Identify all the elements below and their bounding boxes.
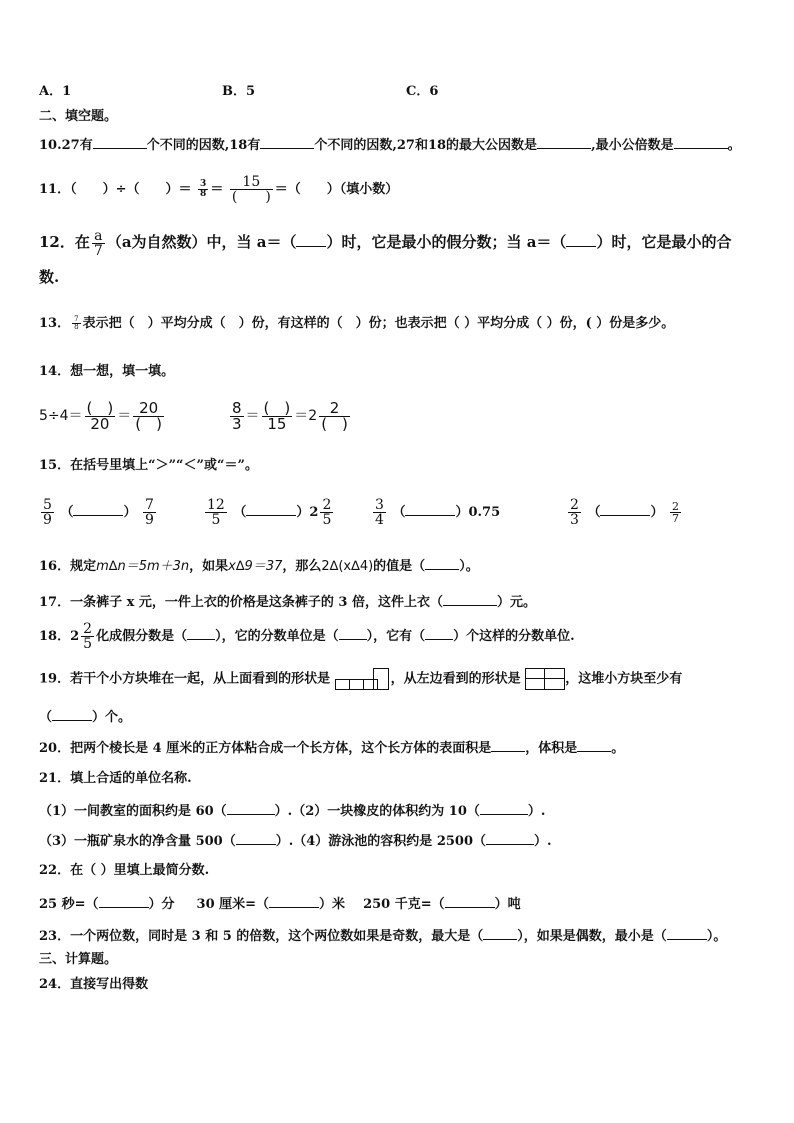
question-number: 13． [39, 316, 71, 331]
option-b: B．5 [222, 84, 256, 99]
fraction: $\frac{( )}{20}$ [86, 398, 114, 433]
option-a: A．1 [39, 84, 72, 99]
section-title-calculation: 三、计算题。 [39, 952, 118, 967]
question-18: 18．2 $\frac{2}{5}$ 化成假分数是（ ），它的分数单位是（ ），它有（ ）个这样的分数单位. [39, 621, 575, 652]
q21-line-2: （3）一瓶矿泉水的净含量 500（ ）.（4）游泳池的容积约是 2500（ ）. [39, 831, 552, 851]
fraction: $\frac{3}{8}$ [200, 179, 207, 199]
left-view-figure [525, 668, 565, 690]
fraction: $\frac{7}{8}$ [74, 315, 79, 331]
fraction: $\frac{2}{( )}$ [321, 398, 348, 433]
question-number: 23． [39, 929, 71, 944]
answer-blank[interactable] [269, 894, 319, 908]
answer-blank[interactable] [296, 231, 326, 247]
question-20: 20．把两个棱长是 4 厘米的正方体粘合成一个长方体，这个长方体的表面积是 ，体积是 。 [39, 738, 624, 758]
question-number: 21． [39, 771, 71, 786]
answer-blank[interactable] [236, 831, 276, 845]
question-13: 13． $\frac{7}{8}$ 表示把（ ）平均分成（ ）份，有这样的（ ）份；也表示把（ ）平均分成（ ）份，( ）份是多少。 [39, 315, 675, 331]
answer-blank[interactable] [480, 801, 528, 815]
question-number: 20． [39, 741, 71, 756]
question-number: 12． [39, 233, 75, 251]
q21-line-1: （1）一间教室的面积约是 60（ ）.（2）一块橡皮的体积约为 10（ ）. [39, 801, 545, 821]
question-11: 11．（ ）÷（ ）＝ $\frac{3}{8}$ ＝ $\frac{15}{( )}$ ＝（ ）（填小数） [39, 174, 399, 205]
answer-blank[interactable] [73, 502, 123, 516]
answer-blank[interactable] [445, 894, 495, 908]
fraction: $\frac{8}{3}$ [232, 398, 242, 433]
answer-blank[interactable]: ( ) [135, 414, 162, 433]
q15-compare-a: $\frac{5}{9}$ （ ） $\frac{7}{9}$ [43, 497, 154, 528]
answer-blank[interactable] [260, 135, 314, 149]
question-number: 24． [39, 977, 71, 992]
answer-blank[interactable] [667, 926, 707, 940]
question-12: 12．在 $\frac{a}{7}$ （a为自然数）中，当 a＝（ ）时，它是最小的假分数；当 a＝（ ）时，它是最小的合 [39, 227, 732, 259]
answer-blank[interactable] [674, 135, 728, 149]
answer-blank[interactable] [405, 502, 455, 516]
top-view-figure [335, 668, 391, 690]
option-c: C．6 [406, 84, 439, 99]
question-12-continued: 数. [39, 268, 60, 286]
question-number: 14． [39, 364, 71, 379]
q15-compare-b: $\frac{12}{5}$ （ ）2 $\frac{2}{5}$ [207, 497, 332, 528]
fraction: $\frac{( )}{15}$ [263, 398, 291, 433]
answer-blank[interactable]: ( ) [263, 398, 291, 417]
fraction: $\frac{2}{5}$ [83, 621, 93, 652]
question-number: 16． [39, 559, 71, 574]
question-10: 10.27有 个不同的因数,18有 个不同的因数,27和18的最大公因数是 ,最小公倍数是 。 [39, 135, 741, 155]
question-14: 14．想一想，填一填。 [39, 364, 175, 379]
answer-blank[interactable] [227, 801, 275, 815]
question-16: 16．规定m∆n＝5m＋3n，如果x∆9＝37，那么2∆(x∆4)的值是（ ）。 [39, 556, 479, 576]
answer-blank[interactable] [339, 626, 367, 640]
answer-blank[interactable] [486, 831, 534, 845]
q22-items: 25 秒=（ ）分 30 厘米=（ ）米 250 千克=（ ）吨 [39, 894, 521, 914]
answer-blank[interactable] [600, 502, 650, 516]
fraction: $\frac{15}{( )}$ [231, 174, 271, 205]
answer-blank[interactable] [491, 738, 525, 752]
answer-blank[interactable] [443, 592, 497, 606]
question-15: 15．在括号里填上“＞”“＜”或“＝”。 [39, 458, 258, 473]
q15-compare-d: $\frac{2}{3}$ （ ） $\frac{2}{7}$ [570, 497, 680, 528]
question-number: 17． [39, 595, 71, 610]
question-number: 19． [39, 671, 71, 687]
answer-blank[interactable]: ( ) [321, 414, 348, 433]
q15-compare-c: $\frac{3}{4}$ （ ）0.75 [375, 497, 501, 528]
answer-blank[interactable] [425, 556, 459, 570]
question-22: 22．在（ ）里填上最简分数. [39, 863, 210, 878]
answer-blank[interactable]: ( ) [231, 189, 271, 205]
question-number: 15． [39, 458, 71, 473]
question-19: 19．若干个小方块堆在一起，从上面看到的形状是 ，从左边看到的形状是 ，这堆小方块至少有 [39, 668, 682, 692]
question-number: 18． [39, 629, 71, 644]
answer-blank[interactable] [52, 707, 92, 721]
question-number: 10. [39, 138, 62, 153]
answer-blank[interactable] [483, 926, 517, 940]
question-19-continued: （ ）个。 [39, 707, 131, 727]
q14-equation-1: 5÷4＝ $\frac{( )}{20}$ ＝ $\frac{20}{( )}$ [39, 398, 162, 433]
answer-blank[interactable] [187, 626, 215, 640]
answer-blank[interactable] [99, 894, 149, 908]
question-23: 23．一个两位数，同时是 3 和 5 的倍数，这个两位数如果是奇数，最大是（ ），如果是偶数，最小是（ ）。 [39, 926, 726, 946]
answer-blank[interactable] [577, 738, 611, 752]
answer-blank[interactable] [425, 626, 453, 640]
fraction: $\frac{a}{7}$ [93, 227, 103, 259]
question-21: 21．填上合适的单位名称. [39, 771, 192, 786]
question-17: 17．一条裤子 x 元，一件上衣的价格是这条裤子的 3 倍，这件上衣（ ）元。 [39, 592, 536, 612]
section-title-fill-blank: 二、填空题。 [39, 109, 118, 124]
question-24: 24．直接写出得数 [39, 977, 149, 992]
answer-blank[interactable] [93, 135, 147, 149]
answer-blank[interactable] [246, 502, 296, 516]
question-number: 11． [39, 182, 71, 197]
q14-equation-2: $\frac{8}{3}$ ＝ $\frac{( )}{15}$ ＝2 $\frac{2}{( )}$ [232, 398, 348, 433]
fraction: $\frac{20}{( )}$ [135, 398, 162, 433]
answer-blank[interactable] [537, 135, 591, 149]
answer-blank[interactable]: ( ) [86, 398, 114, 417]
answer-blank[interactable] [566, 231, 596, 247]
question-number: 22． [39, 863, 71, 878]
